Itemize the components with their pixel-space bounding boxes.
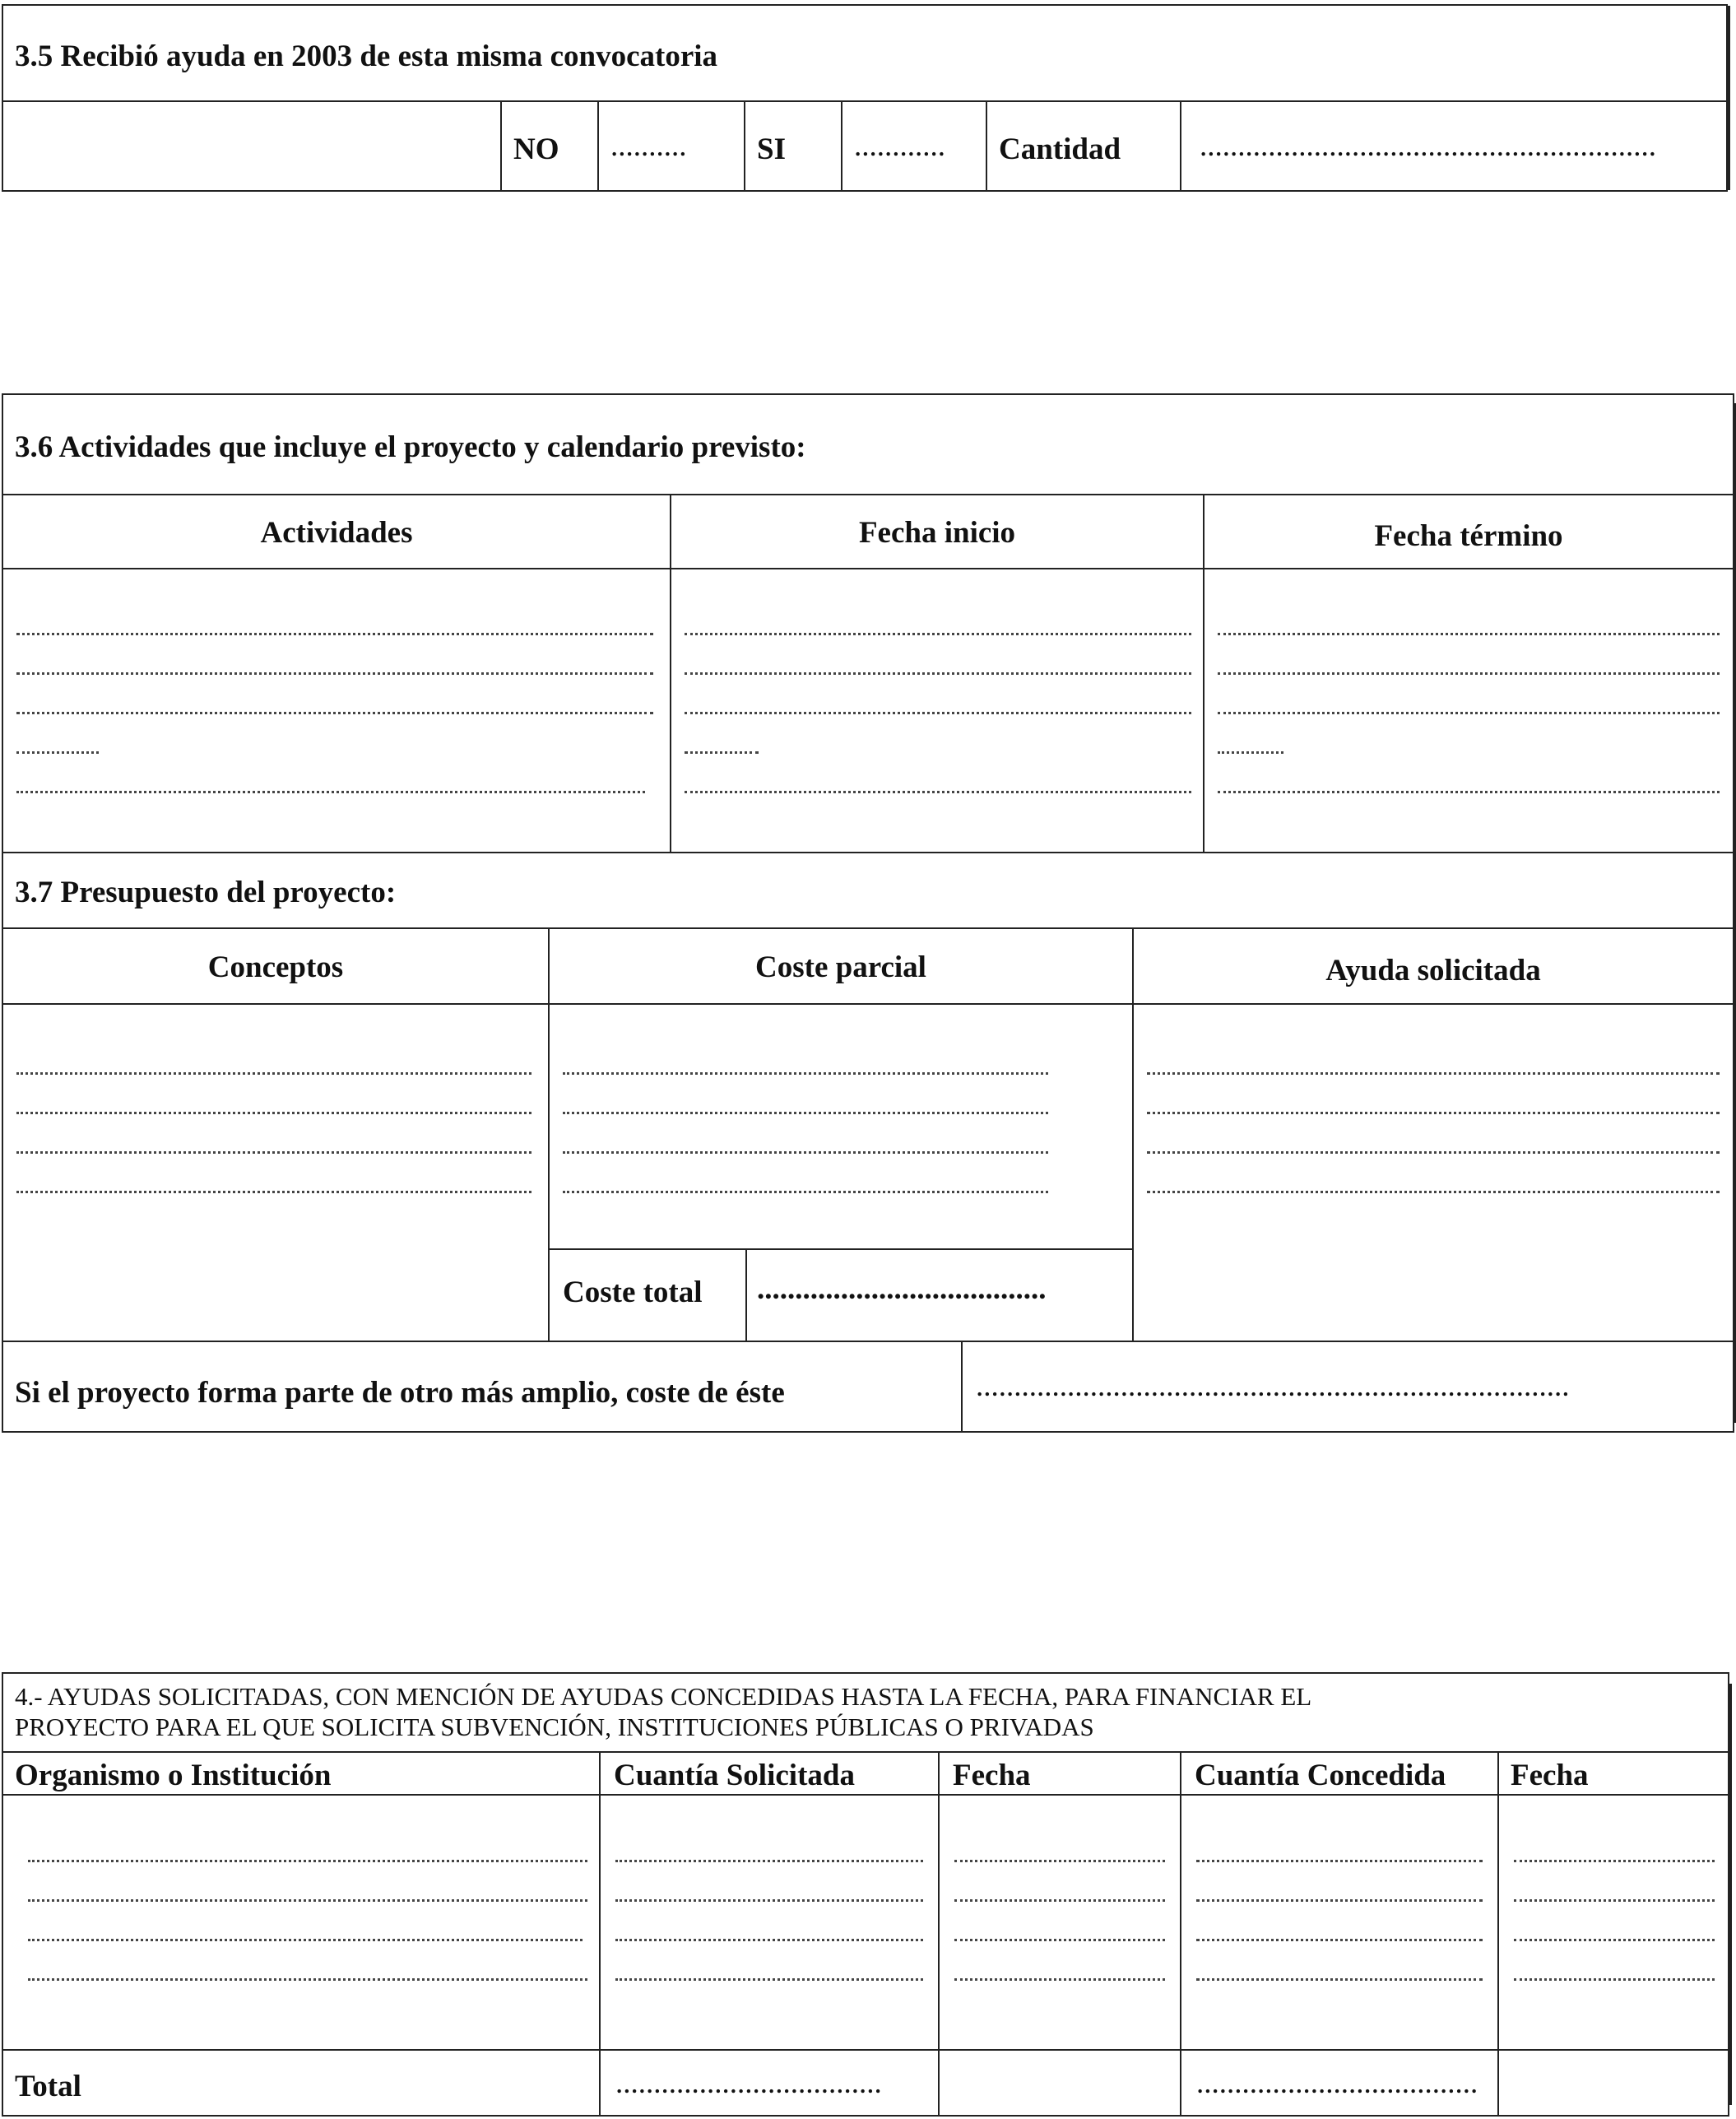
section-4-body-row — [3, 1794, 1728, 2051]
organismo-field[interactable] — [3, 1796, 599, 2051]
table-edge — [1727, 6, 1730, 190]
cuantia-concedida-field[interactable] — [1180, 1796, 1497, 2051]
section-4-total-row — [3, 2049, 1728, 2115]
sections-3-6-3-7-table — [2, 393, 1734, 1433]
si-field[interactable]: ............ — [854, 129, 945, 163]
actividades-field[interactable] — [3, 569, 670, 853]
section-3-5-title: 3.5 Recibió ayuda en 2003 de esta misma convocatoria — [15, 39, 718, 73]
col-fecha-solicitud: Fecha — [953, 1759, 1031, 1792]
section-4-title-line1: 4.- AYUDAS SOLICITADAS, CON MENCIÓN DE AYUDAS CONCEDIDAS HASTA LA FECHA, PARA FINANCIAR EL — [15, 1682, 1312, 1711]
amount-field[interactable]: ............................................................ — [1200, 129, 1656, 163]
section-3-6-body-row — [3, 568, 1733, 853]
section-4-header-row — [3, 1751, 1728, 1796]
table-edge — [1729, 1684, 1732, 2105]
fecha-concesion-field[interactable] — [1497, 1796, 1728, 2051]
coste-parcial-field[interactable] — [548, 1005, 1132, 1342]
total-fecha-solicitud[interactable] — [938, 2051, 1180, 2115]
fecha-solicitud-field[interactable] — [938, 1796, 1180, 2051]
coste-total-field[interactable]: ...................................... — [757, 1272, 1047, 1306]
broader-project-label: Si el proyecto forma parte de otro más amplio, coste de éste — [15, 1376, 785, 1410]
section-3-6-header-row — [3, 494, 1733, 569]
col-fecha-concesion: Fecha — [1511, 1759, 1589, 1792]
broader-project-row — [3, 1341, 1733, 1431]
ayuda-solicitada-field[interactable] — [1132, 1005, 1733, 1342]
no-field[interactable]: .......... — [610, 129, 687, 163]
section-3-7-title-row — [3, 852, 1733, 929]
total-label: Total — [15, 2070, 81, 2103]
total-requested-field[interactable]: ................................... — [615, 2066, 882, 2100]
no-label: NO — [513, 132, 559, 166]
coste-total-row — [550, 1248, 1132, 1342]
col-ayuda-solicitada: Ayuda solicitada — [1325, 953, 1541, 987]
section-3-5-answer-row — [3, 100, 1726, 190]
amount-label: Cantidad — [999, 132, 1121, 166]
section-3-6-title: 3.6 Actividades que incluye el proyecto y calendario previsto: — [15, 430, 806, 464]
col-cuantia-concedida: Cuantía Concedida — [1195, 1759, 1446, 1792]
fecha-termino-field[interactable] — [1203, 569, 1733, 853]
col-fecha-inicio: Fecha inicio — [858, 515, 1016, 550]
section-4-title-line2: PROYECTO PARA EL QUE SOLICITA SUBVENCIÓN, INSTITUCIONES PÚBLICAS O PRIVADAS — [15, 1712, 1094, 1741]
col-coste-parcial: Coste parcial — [755, 950, 926, 984]
coste-total-label: Coste total — [563, 1276, 703, 1309]
cuantia-solicitada-field[interactable] — [599, 1796, 938, 2051]
col-fecha-termino: Fecha término — [1374, 518, 1563, 553]
si-label: SI — [757, 132, 786, 166]
section-3-5-table — [2, 4, 1728, 192]
col-organismo: Organismo o Institución — [15, 1759, 332, 1792]
col-cuantia-solicitada: Cuantía Solicitada — [614, 1759, 855, 1792]
section-3-7-title: 3.7 Presupuesto del proyecto: — [15, 876, 397, 909]
conceptos-field[interactable] — [3, 1005, 548, 1342]
total-fecha-concesion[interactable] — [1497, 2051, 1728, 2115]
section-3-7-header-row — [3, 927, 1733, 1005]
total-granted-field[interactable]: ..................................... — [1196, 2066, 1478, 2100]
section-4-table — [2, 1672, 1729, 2117]
fecha-inicio-field[interactable] — [670, 569, 1203, 853]
section-3-7-body-row — [3, 1003, 1733, 1342]
col-actividades: Actividades — [260, 515, 413, 550]
col-conceptos: Conceptos — [207, 950, 344, 984]
broader-project-field[interactable]: .............................................................................. — [976, 1369, 1570, 1403]
